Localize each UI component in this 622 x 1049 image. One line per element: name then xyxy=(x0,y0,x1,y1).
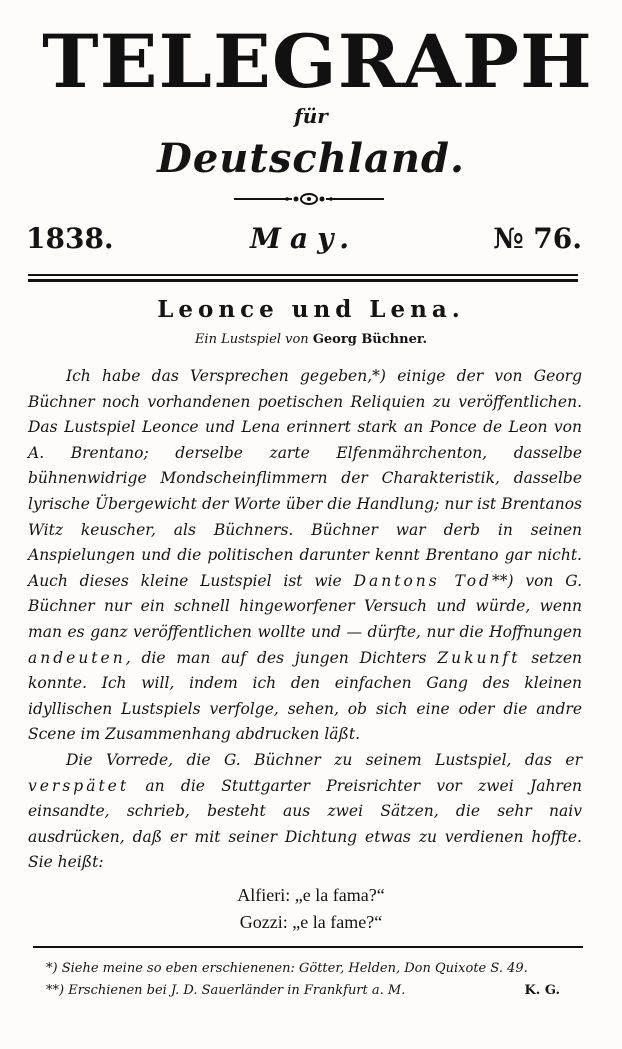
article-title: Leonce und Lena. xyxy=(157,296,465,323)
ornament-divider xyxy=(234,191,384,207)
masthead-subtitle: Deutschland. xyxy=(157,135,465,182)
spaced-word-zukunft: Zukunft xyxy=(437,648,521,667)
paragraph-2: Die Vorrede, die G. Büchner zu seinem Lustspiel, das er verspätet an die Stuttgarter Preisrichter vor zwei Jahren einsandte, schrieb, besteht aus zwei Sätzen, die sehr naiv ausdrücken, daß er mit seiner Dichtung etwas zu verdienen hoffte. Sie heißt: xyxy=(28,750,582,872)
footnote-2-text: **) Erschienen bei J. D. Sauerländer in Frankfurt a. M. xyxy=(46,983,406,998)
footnote-2 xyxy=(30,980,590,1002)
masthead-title: TELEGRAPH xyxy=(42,19,593,105)
quote-gozzi: Gozzi: „e la fame?“ xyxy=(239,912,383,932)
masthead-fuer: für xyxy=(294,104,328,128)
spaced-word-verspaetet: verspätet xyxy=(28,776,130,795)
article-subtitle-prefix: Ein Lustspiel von xyxy=(194,332,309,347)
article-author: Georg Büchner. xyxy=(312,332,428,347)
issue-number: № 76. xyxy=(493,222,582,255)
paragraph-1: Ich habe das Versprechen gegeben,*) einige der von Georg Büchner noch vorhandenen poetischen Reliquien zu veröffentlichen. Das Lustspiel Leonce und Lena erinnert stark an Ponce de Leon von A. Brentano; derselbe zarte Elfenmährchenton, dasselbe bühnenwidrige Mondscheinflimmern der Charakteristik, dasselbe lyrische Übergewicht der Worte über die Handlung; nur ist Brentanos Witz keuscher, als Büchners. Büchner war derb in seinen Anspielungen und die politischen darunter kennt Brentano gar nicht. Auch dieses kleine Lustspiel ist wie Dantons Tod**) von G. Büchner nur ein schnell hingeworfener Versuch und würde, wenn man es ganz veröffentlichen wollte und — dürfte, nur die Hoffnungen andeuten, die man auf des jungen Dichters Zukunft setzen konnte. Ich will, indem ich den einfachen Gang des kleinen idyllischen Lustspiels verfolge, sehen, ob sich eine oder die andre Scene im Zusammenhang abdrucken läßt. xyxy=(28,367,582,744)
footnotes xyxy=(30,958,590,1002)
issue-year: 1838. xyxy=(26,222,114,255)
dateline xyxy=(26,222,582,258)
article-subtitle xyxy=(0,332,622,347)
quote-alfieri: Alfieri: „e la fama?“ xyxy=(237,885,385,905)
footnote-rule xyxy=(33,946,583,948)
header-rule-thick xyxy=(28,279,578,282)
article-body xyxy=(28,364,582,876)
issue-month: May. xyxy=(250,222,358,255)
spaced-title-dantons-tod: Dantons Tod xyxy=(353,571,492,590)
author-signature: K. G. xyxy=(524,983,560,998)
spaced-word-andeuten: andeuten xyxy=(28,648,126,667)
footnote-1: *) Siehe meine so eben erschienenen: Götter, Helden, Don Quixote S. 49. xyxy=(46,961,528,976)
header-rule-thin xyxy=(28,274,578,276)
